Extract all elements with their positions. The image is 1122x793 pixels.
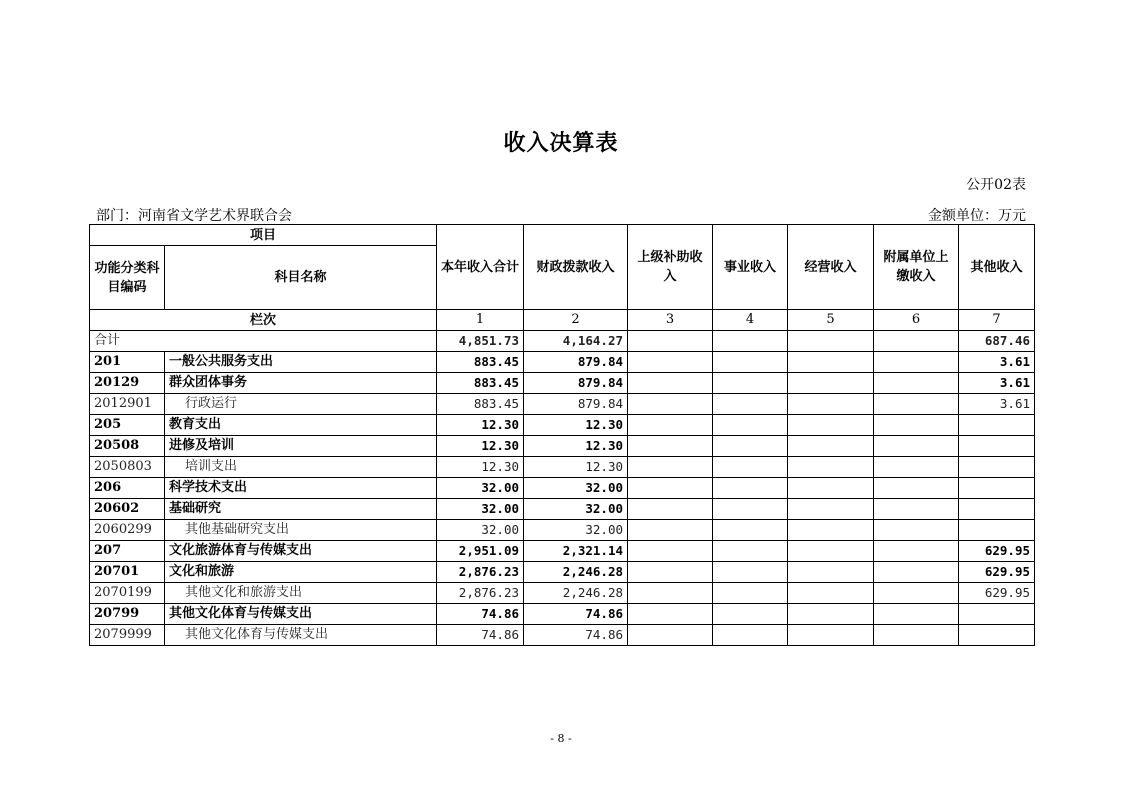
row-c3 — [628, 457, 713, 478]
page-number: - 8 - — [550, 732, 572, 745]
row-c4 — [713, 457, 788, 478]
row-name: 文化旅游体育与传媒支出 — [165, 541, 437, 562]
row-c3 — [628, 352, 713, 373]
row-c5 — [788, 436, 874, 457]
total-c1: 4,851.73 — [437, 331, 524, 352]
row-c3 — [628, 625, 713, 646]
row-c6 — [874, 541, 959, 562]
row-c5 — [788, 415, 874, 436]
total-c7: 687.46 — [959, 331, 1035, 352]
row-c3 — [628, 499, 713, 520]
row-c1: 12.30 — [437, 457, 524, 478]
row-c1: 883.45 — [437, 352, 524, 373]
row-c1: 883.45 — [437, 373, 524, 394]
row-code: 2070199 — [90, 583, 165, 604]
row-c6 — [874, 499, 959, 520]
row-c5 — [788, 625, 874, 646]
row-c7: 629.95 — [959, 562, 1035, 583]
unit-label: 金额单位：万元 — [928, 208, 1026, 224]
row-c4 — [713, 499, 788, 520]
row-code: 207 — [90, 541, 165, 562]
row-c2: 879.84 — [524, 373, 628, 394]
table-row — [90, 394, 1035, 415]
row-name: 进修及培训 — [165, 436, 437, 457]
row-label-header: 栏次 — [90, 310, 437, 331]
row-c7 — [959, 499, 1035, 520]
row-c5 — [788, 394, 874, 415]
row-c7: 3.61 — [959, 352, 1035, 373]
row-c4 — [713, 478, 788, 499]
row-c4 — [713, 562, 788, 583]
col2-header: 财政拨款收入 — [524, 225, 628, 310]
row-name: 其他文化体育与传媒支出 — [165, 604, 437, 625]
row-c7 — [959, 520, 1035, 541]
row-c2: 879.84 — [524, 394, 628, 415]
row-c7 — [959, 457, 1035, 478]
row-c6 — [874, 373, 959, 394]
row-c5 — [788, 373, 874, 394]
row-c1: 32.00 — [437, 520, 524, 541]
row-name: 教育支出 — [165, 415, 437, 436]
row-c6 — [874, 478, 959, 499]
row-c6 — [874, 583, 959, 604]
table-row — [90, 436, 1035, 457]
income-table — [89, 224, 1035, 646]
row-c6 — [874, 625, 959, 646]
row-code: 205 — [90, 415, 165, 436]
total-c6 — [874, 331, 959, 352]
row-c6 — [874, 457, 959, 478]
row-name: 科学技术支出 — [165, 478, 437, 499]
row-c1: 2,876.23 — [437, 583, 524, 604]
row-c7: 3.61 — [959, 373, 1035, 394]
total-c4 — [713, 331, 788, 352]
table-row — [90, 415, 1035, 436]
row-name: 其他文化和旅游支出 — [165, 583, 437, 604]
row-c3 — [628, 583, 713, 604]
row-c2: 2,246.28 — [524, 562, 628, 583]
total-c5 — [788, 331, 874, 352]
row-code: 2012901 — [90, 394, 165, 415]
col-number: 3 — [628, 310, 713, 331]
page-title: 收入决算表 — [503, 130, 619, 156]
row-c2: 12.30 — [524, 457, 628, 478]
row-c6 — [874, 562, 959, 583]
total-label: 合计 — [90, 331, 437, 352]
row-c7: 629.95 — [959, 583, 1035, 604]
row-name: 行政运行 — [165, 394, 437, 415]
row-c1: 883.45 — [437, 394, 524, 415]
row-c4 — [713, 394, 788, 415]
table-number: 公开02表 — [966, 177, 1026, 193]
row-c7: 3.61 — [959, 394, 1035, 415]
row-c2: 32.00 — [524, 499, 628, 520]
row-c4 — [713, 541, 788, 562]
row-c1: 74.86 — [437, 625, 524, 646]
col3-header: 上级补助收入 — [628, 225, 713, 310]
func-code-header: 功能分类科目编码 — [90, 246, 165, 310]
row-c3 — [628, 415, 713, 436]
row-c7 — [959, 436, 1035, 457]
row-c7 — [959, 478, 1035, 499]
col-number: 5 — [788, 310, 874, 331]
row-c1: 2,876.23 — [437, 562, 524, 583]
row-c3 — [628, 394, 713, 415]
row-c3 — [628, 520, 713, 541]
row-name: 一般公共服务支出 — [165, 352, 437, 373]
row-c5 — [788, 520, 874, 541]
row-code: 20508 — [90, 436, 165, 457]
row-code: 2079999 — [90, 625, 165, 646]
row-c5 — [788, 499, 874, 520]
row-c6 — [874, 604, 959, 625]
table-row — [90, 373, 1035, 394]
row-c4 — [713, 352, 788, 373]
row-c1: 74.86 — [437, 604, 524, 625]
col6-header: 附属单位上缴收入 — [874, 225, 959, 310]
row-c2: 12.30 — [524, 436, 628, 457]
total-row — [90, 331, 1035, 352]
row-c2: 879.84 — [524, 352, 628, 373]
col-number: 7 — [959, 310, 1035, 331]
row-c2: 32.00 — [524, 520, 628, 541]
row-c6 — [874, 415, 959, 436]
row-c6 — [874, 520, 959, 541]
row-code: 20701 — [90, 562, 165, 583]
table-row — [90, 583, 1035, 604]
row-c1: 12.30 — [437, 415, 524, 436]
row-name: 基础研究 — [165, 499, 437, 520]
row-c3 — [628, 436, 713, 457]
row-code: 2060299 — [90, 520, 165, 541]
col-number: 6 — [874, 310, 959, 331]
row-c7 — [959, 604, 1035, 625]
row-c6 — [874, 394, 959, 415]
col-number: 1 — [437, 310, 524, 331]
row-c3 — [628, 478, 713, 499]
row-c4 — [713, 583, 788, 604]
row-name: 文化和旅游 — [165, 562, 437, 583]
row-c7: 629.95 — [959, 541, 1035, 562]
table-row — [90, 604, 1035, 625]
row-c1: 12.30 — [437, 436, 524, 457]
table-row — [90, 457, 1035, 478]
table-row — [90, 499, 1035, 520]
row-c5 — [788, 457, 874, 478]
row-name: 群众团体事务 — [165, 373, 437, 394]
row-c2: 12.30 — [524, 415, 628, 436]
row-c7 — [959, 415, 1035, 436]
row-c2: 2,321.14 — [524, 541, 628, 562]
row-c5 — [788, 604, 874, 625]
total-c3 — [628, 331, 713, 352]
row-name: 培训支出 — [165, 457, 437, 478]
row-c3 — [628, 562, 713, 583]
col1-header: 本年收入合计 — [437, 225, 524, 310]
row-c4 — [713, 625, 788, 646]
row-c1: 2,951.09 — [437, 541, 524, 562]
col7-header: 其他收入 — [959, 225, 1035, 310]
row-name: 其他基础研究支出 — [165, 520, 437, 541]
table-row — [90, 541, 1035, 562]
row-name: 其他文化体育与传媒支出 — [165, 625, 437, 646]
row-c7 — [959, 625, 1035, 646]
row-c5 — [788, 562, 874, 583]
table-row — [90, 478, 1035, 499]
table-row — [90, 562, 1035, 583]
col4-header: 事业收入 — [713, 225, 788, 310]
row-c5 — [788, 583, 874, 604]
row-code: 20799 — [90, 604, 165, 625]
table-row — [90, 625, 1035, 646]
row-c2: 74.86 — [524, 625, 628, 646]
row-c3 — [628, 541, 713, 562]
row-c3 — [628, 604, 713, 625]
table-row — [90, 520, 1035, 541]
project-header: 项目 — [90, 225, 437, 246]
row-c4 — [713, 604, 788, 625]
row-code: 20129 — [90, 373, 165, 394]
row-c6 — [874, 352, 959, 373]
row-c1: 32.00 — [437, 478, 524, 499]
row-code: 206 — [90, 478, 165, 499]
row-c4 — [713, 373, 788, 394]
col5-header: 经营收入 — [788, 225, 874, 310]
row-code: 20602 — [90, 499, 165, 520]
row-c2: 2,246.28 — [524, 583, 628, 604]
row-code: 2050803 — [90, 457, 165, 478]
row-c3 — [628, 373, 713, 394]
row-code: 201 — [90, 352, 165, 373]
row-c5 — [788, 478, 874, 499]
col-number: 4 — [713, 310, 788, 331]
row-c2: 74.86 — [524, 604, 628, 625]
row-c6 — [874, 436, 959, 457]
row-c1: 32.00 — [437, 499, 524, 520]
subject-name-header: 科目名称 — [165, 246, 437, 310]
row-c4 — [713, 520, 788, 541]
col-number: 2 — [524, 310, 628, 331]
department-label: 部门：河南省文学艺术界联合会 — [96, 208, 292, 224]
table-row — [90, 352, 1035, 373]
total-c2: 4,164.27 — [524, 331, 628, 352]
row-c5 — [788, 541, 874, 562]
row-c5 — [788, 352, 874, 373]
row-c4 — [713, 436, 788, 457]
row-c2: 32.00 — [524, 478, 628, 499]
row-c4 — [713, 415, 788, 436]
